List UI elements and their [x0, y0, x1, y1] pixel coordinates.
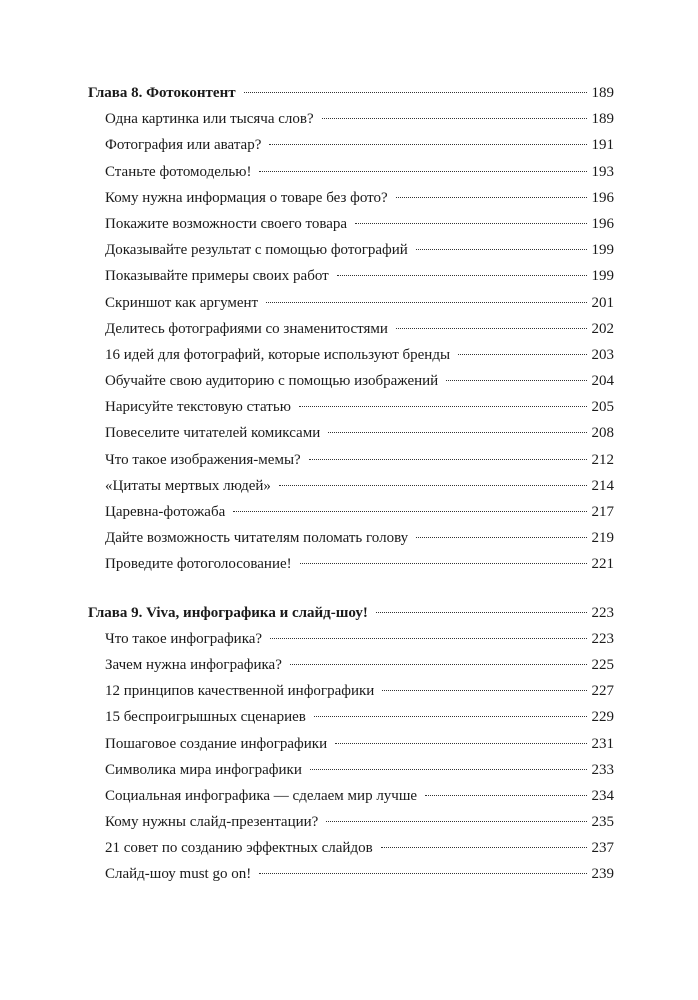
toc-entry	[88, 106, 614, 132]
entry-title: Царевна-фотожаба	[105, 504, 226, 520]
dot-leader	[322, 118, 587, 119]
chapter-title: Глава 8. Фотоконтент	[88, 85, 236, 101]
page-number: 225	[591, 656, 614, 673]
dot-leader	[314, 716, 587, 717]
dot-leader	[309, 459, 587, 460]
page-number: 201	[591, 294, 614, 311]
toc-entry	[88, 263, 614, 289]
toc-entry	[88, 447, 614, 473]
chapter-heading	[88, 80, 614, 106]
toc-entry	[88, 731, 614, 757]
entry-title: Обучайте свою аудиторию с помощью изображений	[105, 373, 439, 390]
page-number: 229	[591, 709, 614, 726]
toc-entry	[88, 211, 614, 237]
page-number: 191	[591, 137, 614, 154]
toc-entry	[88, 394, 614, 420]
toc-entry	[88, 861, 614, 887]
dot-leader	[259, 873, 586, 874]
page-number: 205	[591, 399, 614, 416]
page-number: 193	[591, 163, 614, 180]
toc-entry	[88, 159, 614, 185]
page-number: 199	[591, 242, 614, 259]
page-number: 231	[591, 735, 614, 752]
toc-entry	[88, 678, 614, 704]
page-number: 214	[591, 477, 614, 494]
dot-leader	[355, 223, 586, 224]
toc-entry	[88, 237, 614, 263]
dot-leader	[337, 275, 587, 276]
toc-entry	[88, 783, 614, 809]
entry-title: Нарисуйте текстовую статью	[105, 399, 291, 416]
dot-leader	[233, 511, 586, 512]
entry-title: Одна картинка или тысяча слов?	[105, 111, 314, 128]
toc-entry	[88, 499, 614, 525]
dot-leader	[376, 612, 587, 613]
entry-title: 12 принципов качественной инфографики	[105, 683, 375, 700]
page-number: 189	[591, 85, 614, 101]
dot-leader	[396, 197, 587, 198]
dot-leader	[458, 354, 586, 355]
page-number: 239	[591, 866, 614, 883]
dot-leader	[446, 380, 586, 381]
entry-title: Пошаговое создание инфографики	[105, 735, 328, 752]
toc-entry	[88, 473, 614, 499]
dot-leader	[310, 769, 587, 770]
page-number: 223	[591, 630, 614, 647]
page-number: 196	[591, 189, 614, 206]
page-number: 219	[591, 530, 614, 547]
toc-entry	[88, 185, 614, 211]
toc-entry	[88, 368, 614, 394]
dot-leader	[416, 537, 586, 538]
page-number: 203	[591, 346, 614, 363]
dot-leader	[259, 171, 586, 172]
toc-entry	[88, 757, 614, 783]
dot-leader	[299, 406, 587, 407]
page-number: 202	[591, 320, 614, 337]
entry-title: Кому нужна информация о товаре без фото?	[105, 189, 388, 206]
entry-title: Покажите возможности своего товара	[105, 215, 348, 232]
dot-leader	[335, 743, 586, 744]
toc-entry	[88, 290, 614, 316]
chapter-title: Глава 9. Viva, инфографика и слайд-шоу!	[88, 604, 368, 621]
dot-leader	[326, 821, 586, 822]
entry-title: Фотография или аватар?	[105, 137, 262, 154]
page-number: 233	[591, 761, 614, 778]
page-number: 221	[591, 556, 614, 573]
entry-title: Символика мира инфографики	[105, 761, 302, 778]
page-number: 223	[591, 604, 614, 621]
entry-title: 15 беспроигрышных сценариев	[105, 709, 306, 726]
dot-leader	[244, 92, 587, 93]
page-number: 234	[591, 787, 614, 804]
entry-title: Дайте возможность читателям поломать голову	[105, 530, 409, 547]
dot-leader	[290, 664, 587, 665]
toc-entry	[88, 342, 614, 368]
entry-title: Слайд-шоу must go on!	[105, 866, 252, 883]
toc-entry	[88, 316, 614, 342]
chapter-section	[88, 80, 614, 578]
dot-leader	[269, 144, 586, 145]
page-number: 212	[591, 451, 614, 468]
dot-leader	[396, 328, 587, 329]
toc-entry	[88, 652, 614, 678]
dot-leader	[425, 795, 586, 796]
page-number: 189	[591, 111, 614, 128]
entry-title: Проведите фотоголосование!	[105, 556, 292, 573]
chapter-heading	[88, 600, 614, 626]
dot-leader	[266, 302, 586, 303]
entry-title: 21 совет по созданию эффектных слайдов	[105, 840, 373, 857]
entry-title: Доказывайте результат с помощью фотографий	[105, 242, 408, 259]
entry-title: Что такое изображения-мемы?	[105, 451, 301, 468]
toc-entry	[88, 525, 614, 551]
dot-leader	[382, 690, 586, 691]
entry-title: Что такое инфографика?	[105, 630, 263, 647]
toc-entry	[88, 835, 614, 861]
page-number: 237	[591, 840, 614, 857]
toc-entry	[88, 626, 614, 652]
dot-leader	[279, 485, 587, 486]
entry-title: Показывайте примеры своих работ	[105, 268, 329, 285]
entry-title: Станьте фотомоделью!	[105, 163, 252, 180]
toc-entry	[88, 132, 614, 158]
entry-title: Зачем нужна инфографика?	[105, 656, 282, 673]
page-number: 217	[591, 504, 614, 520]
entry-title: Социальная инфографика — сделаем мир лучше	[105, 787, 418, 804]
entry-title: «Цитаты мертвых людей»	[105, 477, 271, 494]
toc-entry	[88, 809, 614, 835]
page-number: 199	[591, 268, 614, 285]
dot-leader	[416, 249, 587, 250]
chapter-section	[88, 600, 614, 888]
toc-entry	[88, 420, 614, 446]
entry-title: Скриншот как аргумент	[105, 294, 259, 311]
entry-title: Кому нужны слайд-презентации?	[105, 814, 319, 831]
table-of-contents	[88, 80, 614, 888]
page-number: 227	[591, 683, 614, 700]
page-number: 204	[591, 373, 614, 390]
page-number: 235	[591, 814, 614, 831]
toc-entry	[88, 551, 614, 577]
dot-leader	[328, 432, 586, 433]
toc-entry	[88, 704, 614, 730]
entry-title: Делитесь фотографиями со знаменитостями	[105, 320, 388, 337]
entry-title: 16 идей для фотографий, которые используют бренды	[105, 346, 451, 363]
dot-leader	[381, 847, 587, 848]
entry-title: Повеселите читателей комиксами	[105, 425, 321, 442]
page-number: 208	[591, 425, 614, 442]
page-number: 196	[591, 215, 614, 232]
dot-leader	[300, 563, 587, 564]
dot-leader	[270, 638, 586, 639]
